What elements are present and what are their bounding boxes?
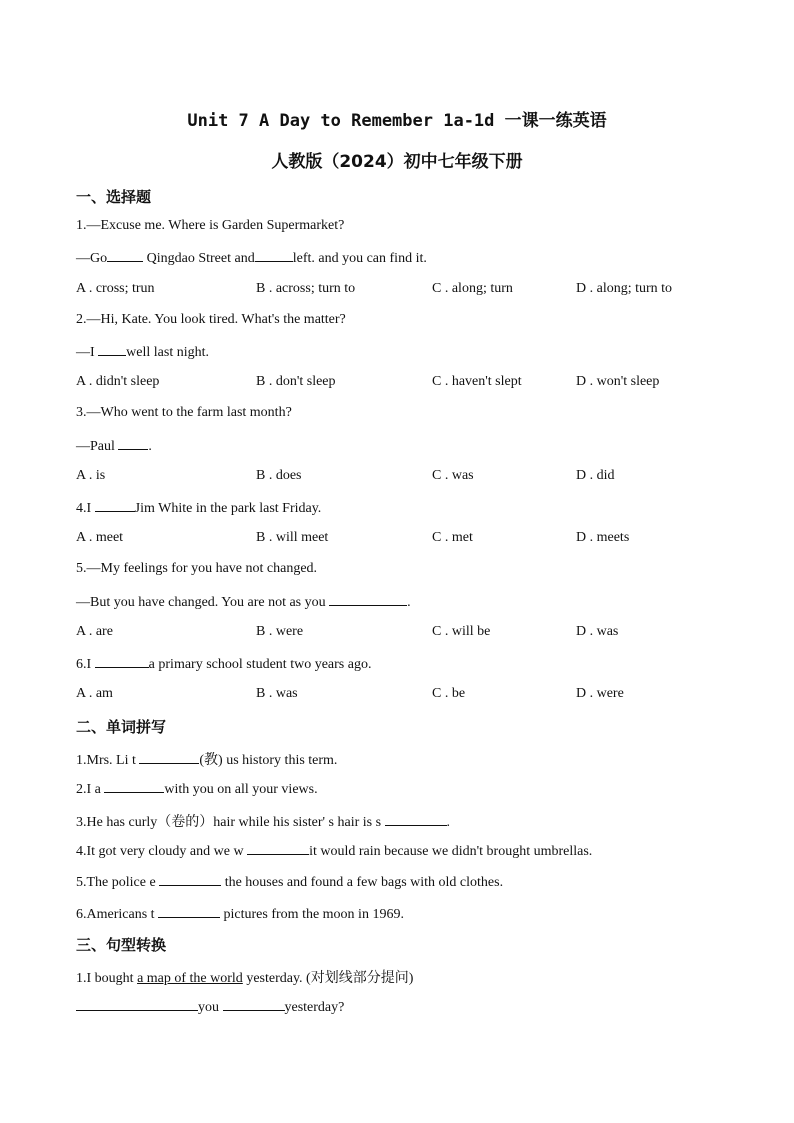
transform-item-1-answer: you yesterday? <box>76 998 344 1016</box>
question-1-option-d[interactable]: D . along; turn to <box>576 281 673 296</box>
spelling-item-1: 1.Mrs. Li t (教) us history this term. <box>76 753 338 768</box>
answer-blank[interactable] <box>158 905 220 918</box>
question-2-option-b[interactable]: B . don't sleep <box>256 374 336 389</box>
question-2-line2: —I well last night. <box>76 345 209 360</box>
question-2-option-d[interactable]: D . won't sleep <box>576 374 660 389</box>
section-heading-choice: 一、选择题 <box>76 188 152 206</box>
question-5-option-d[interactable]: D . was <box>576 624 619 639</box>
question-2-stem-text: 2.—Hi, Kate. You look tired. What's the matter? <box>76 312 346 327</box>
answer-blank[interactable] <box>139 751 199 764</box>
answer-blank[interactable] <box>95 499 135 512</box>
question-3-option-c[interactable]: C . was <box>432 468 474 483</box>
question-1-line2: —Go Qingdao Street and left. and you can find it. <box>76 251 427 266</box>
section-heading-transform: 三、句型转换 <box>76 936 167 954</box>
spelling-item-2: 2.I a with you on all your views. <box>76 782 318 797</box>
question-5-line2: —But you have changed. You are not as you . <box>76 595 411 610</box>
question-2-option-c[interactable]: C . haven't slept <box>432 374 522 389</box>
transform-item-1: 1.I bought a map of the world yesterday. (对划线部分提问) <box>76 971 414 986</box>
page-subtitle: 人教版（2024）初中七年级下册 <box>271 152 523 172</box>
answer-blank[interactable] <box>223 998 285 1011</box>
question-4-option-a[interactable]: A . meet <box>76 530 124 545</box>
page-title: Unit 7 A Day to Remember 1a-1d 一课一练英语 <box>187 111 607 131</box>
question-2-option-a[interactable]: A . didn't sleep <box>76 374 160 389</box>
answer-blank[interactable] <box>247 842 309 855</box>
question-6-option-c[interactable]: C . be <box>432 686 466 701</box>
question-4-option-c[interactable]: C . met <box>432 530 473 545</box>
question-3-stem: 3.—Who went to the farm last month? <box>76 405 292 420</box>
answer-blank[interactable] <box>98 343 126 356</box>
section-heading-spelling: 二、单词拼写 <box>76 718 167 736</box>
spelling-item-6: 6.Americans t pictures from the moon in 1969. <box>76 907 404 922</box>
question-3-option-a[interactable]: A . is <box>76 468 106 483</box>
answer-blank[interactable] <box>76 998 198 1011</box>
question-5-stem: 5.—My feelings for you have not changed. <box>76 561 318 576</box>
question-6-stem: 6.I a primary school student two years ago. <box>76 657 372 672</box>
answer-blank[interactable] <box>255 249 293 262</box>
question-1-option-a[interactable]: A . cross; trun <box>76 281 155 296</box>
answer-blank[interactable] <box>385 813 447 826</box>
answer-blank[interactable] <box>118 437 148 450</box>
spelling-item-4: 4.It got very cloudy and we w it would rain because we didn't brought umbrellas. <box>76 844 593 859</box>
answer-blank[interactable] <box>107 249 143 262</box>
question-4-stem: 4.I Jim White in the park last Friday. <box>76 501 322 516</box>
question-3-line2: —Paul . <box>76 439 152 454</box>
question-3-option-d[interactable]: D . did <box>576 468 615 483</box>
answer-blank[interactable] <box>329 593 407 606</box>
question-6-option-d[interactable]: D . were <box>576 686 624 701</box>
question-6-option-a[interactable]: A . am <box>76 686 113 701</box>
question-5-option-a[interactable]: A . are <box>76 624 113 639</box>
question-4-option-b[interactable]: B . will meet <box>256 530 329 545</box>
answer-blank[interactable] <box>159 873 221 886</box>
spelling-item-5: 5.The police e the houses and found a few bags with old clothes. <box>76 875 504 890</box>
question-4-option-d[interactable]: D . meets <box>576 530 630 545</box>
question-5-option-b[interactable]: B . were <box>256 624 304 639</box>
underlined-phrase: a map of the world <box>137 971 243 986</box>
answer-blank[interactable] <box>95 655 149 668</box>
question-1-option-c[interactable]: C . along; turn <box>432 281 513 296</box>
question-1-stem: 1.—Excuse me. Where is Garden Supermarket? <box>76 218 345 233</box>
answer-blank[interactable] <box>104 780 164 793</box>
spelling-item-3: 3.He has curly（卷的）hair while his sister' s hair is s . <box>76 815 451 830</box>
question-6-option-b[interactable]: B . was <box>256 686 298 701</box>
question-5-option-c[interactable]: C . will be <box>432 624 491 639</box>
question-3-option-b[interactable]: B . does <box>256 468 302 483</box>
question-1-option-b[interactable]: B . across; turn to <box>256 281 356 296</box>
